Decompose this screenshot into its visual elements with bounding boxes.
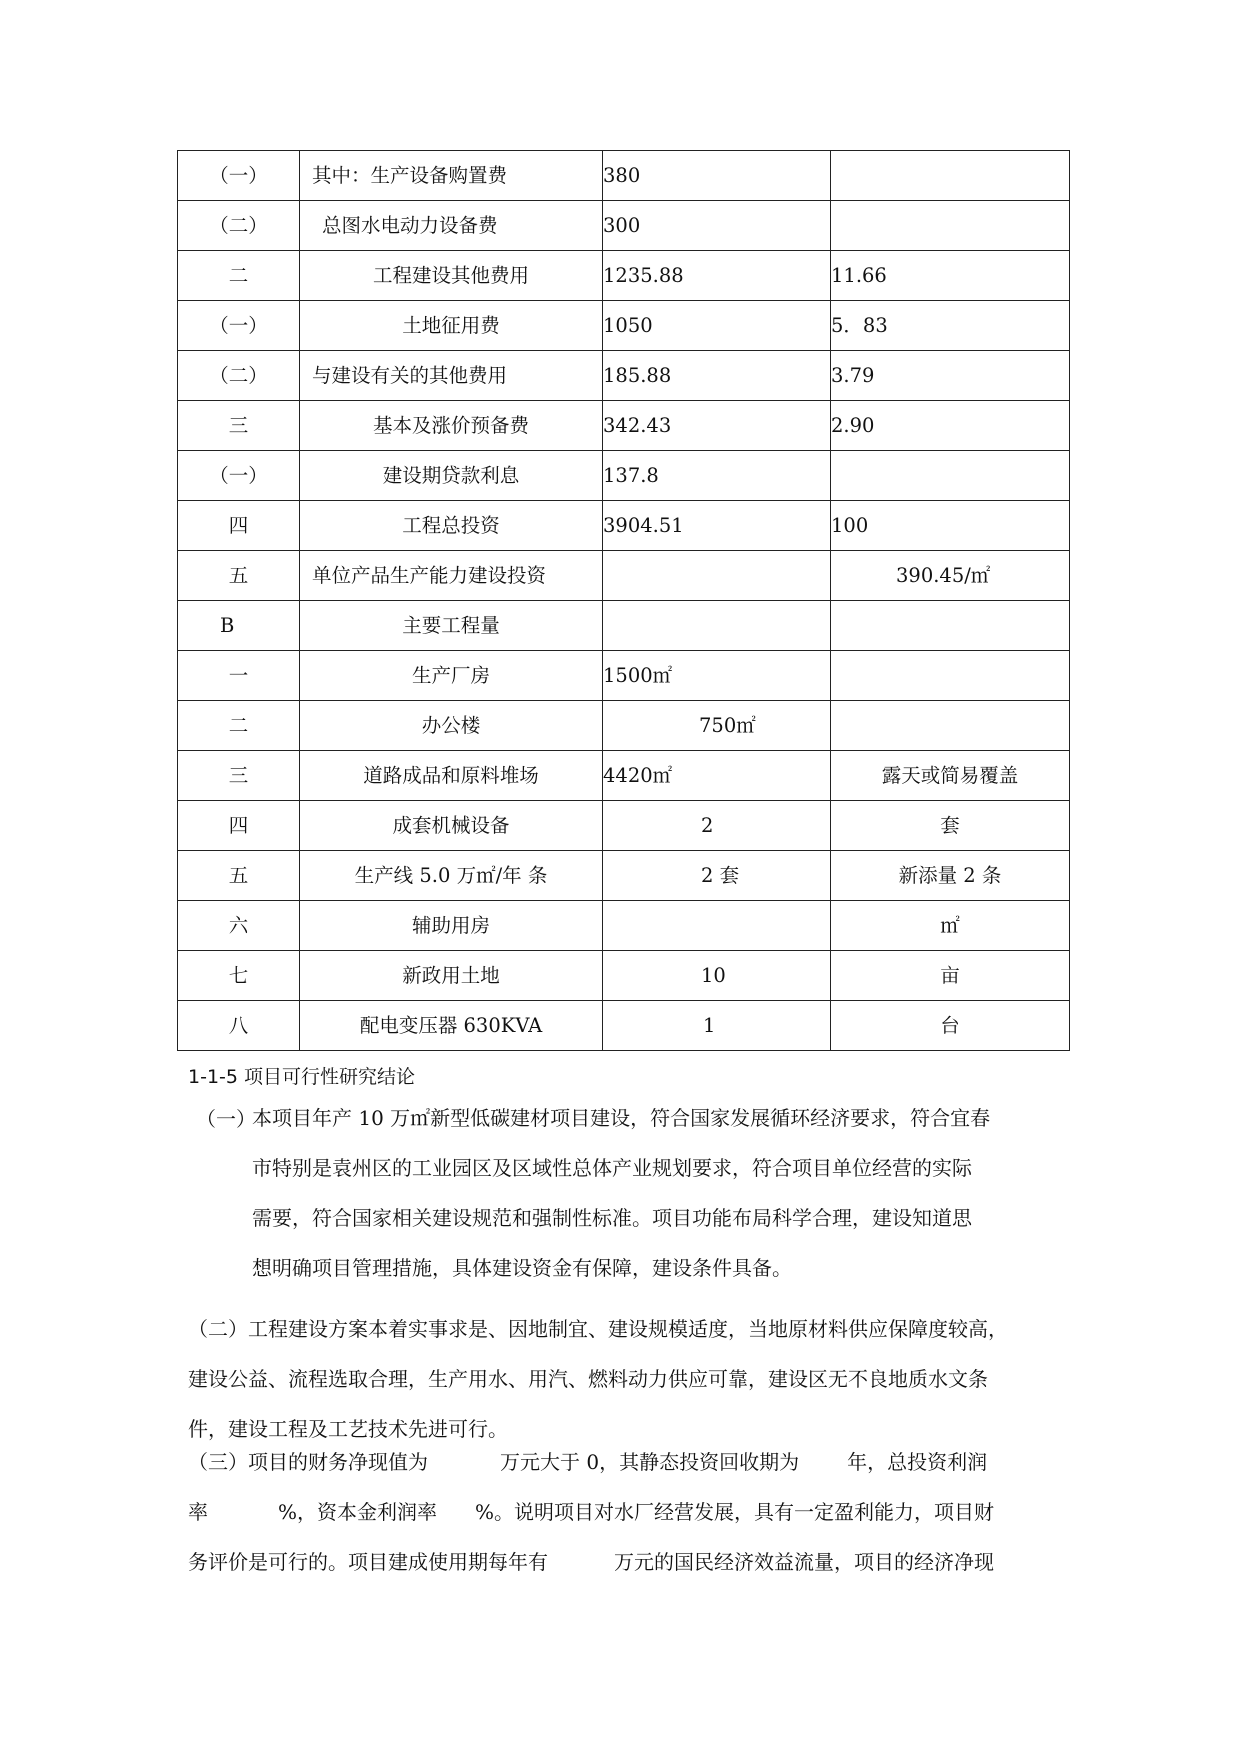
row-item: 建设期贷款利息 — [300, 451, 603, 501]
row-item: 基本及涨价预备费 — [300, 401, 603, 451]
row-seq: 二 — [178, 251, 300, 301]
row-note: 2.90 — [831, 401, 1070, 451]
row-item: 土地征用费 — [300, 301, 603, 351]
row-item: 工程建设其他费用 — [300, 251, 603, 301]
paragraph-line: 建设公益、流程选取合理，生产用水、用汽、燃料动力供应可靠，建设区无不良地质水文条 — [188, 1367, 988, 1391]
row-amount: 185.88 — [603, 351, 831, 401]
table-row — [178, 651, 1070, 701]
row-amount — [603, 551, 831, 601]
row-note: 3.79 — [831, 351, 1070, 401]
row-note — [831, 451, 1070, 501]
row-seq: 四 — [178, 501, 300, 551]
row-seq: 四 — [178, 801, 300, 851]
row-note: 露天或简易覆盖 — [831, 751, 1070, 801]
row-seq: （二） — [178, 201, 300, 251]
text-segment: （三）项目的财务净现值为 — [188, 1450, 428, 1474]
row-seq: （二） — [178, 351, 300, 401]
text-segment: %，资本金利润率 — [278, 1500, 438, 1524]
row-item: 配电变压器 630KVA — [300, 1001, 603, 1051]
row-note — [831, 601, 1070, 651]
row-seq: （一） — [178, 301, 300, 351]
row-amount: 1050 — [603, 301, 831, 351]
row-amount: 300 — [603, 201, 831, 251]
section-heading: 1-1-5 项目可行性研究结论 — [188, 1066, 416, 1088]
row-amount: 750㎡ — [603, 701, 831, 751]
paragraph-line: （二）工程建设方案本着实事求是、因地制宜、建设规模适度，当地原材料供应保障度较高， — [188, 1317, 1008, 1341]
paragraph-line: 件，建设工程及工艺技术先进可行。 — [188, 1417, 508, 1441]
row-seq: B — [178, 601, 300, 651]
row-seq: 五 — [178, 551, 300, 601]
table-row — [178, 801, 1070, 851]
row-seq: 六 — [178, 901, 300, 951]
row-amount: 3904.51 — [603, 501, 831, 551]
row-item: 工程总投资 — [300, 501, 603, 551]
paragraph-1-label: （一） — [196, 1107, 256, 1131]
row-seq: 五 — [178, 851, 300, 901]
row-note: 新添量 2 条 — [831, 851, 1070, 901]
row-item: 新政用土地 — [300, 951, 603, 1001]
paragraph-line: 想明确项目管理措施，具体建设资金有保障，建设条件具备。 — [252, 1256, 792, 1280]
row-item: 生产厂房 — [300, 651, 603, 701]
table-row — [178, 351, 1070, 401]
row-item: 成套机械设备 — [300, 801, 603, 851]
row-item: 主要工程量 — [300, 601, 603, 651]
row-item: 辅助用房 — [300, 901, 603, 951]
row-item: 道路成品和原料堆场 — [300, 751, 603, 801]
table-row — [178, 1001, 1070, 1051]
row-seq: 八 — [178, 1001, 300, 1051]
row-amount: 1500㎡ — [603, 651, 831, 701]
row-seq: （一） — [178, 151, 300, 201]
text-segment: 万元大于 0，其静态投资回收期为 — [500, 1450, 800, 1474]
row-note — [831, 201, 1070, 251]
table-row — [178, 551, 1070, 601]
row-item: 总图水电动力设备费 — [300, 201, 603, 251]
row-item: 其中：生产设备购置费 — [300, 151, 603, 201]
text-segment: 万元的国民经济效益流量，项目的经济净现 — [614, 1550, 994, 1574]
paragraph-line — [188, 1487, 994, 1537]
text-segment: %。说明项目对水厂经营发展，具有一定盈利能力，项目财 — [475, 1500, 995, 1524]
row-amount: 380 — [603, 151, 831, 201]
table-row — [178, 901, 1070, 951]
row-amount: 2 套 — [603, 851, 831, 901]
paragraph-line — [188, 1437, 994, 1487]
table-row — [178, 151, 1070, 201]
paragraph-3 — [188, 1437, 994, 1587]
row-note — [831, 651, 1070, 701]
table-row — [178, 851, 1070, 901]
paragraph-line: 市特别是袁州区的工业园区及区域性总体产业规划要求，符合项目单位经营的实际 — [252, 1156, 972, 1180]
row-note: ㎡ — [831, 901, 1070, 951]
row-note: 亩 — [831, 951, 1070, 1001]
table-row — [178, 951, 1070, 1001]
table-row — [178, 701, 1070, 751]
table-row — [178, 751, 1070, 801]
investment-table — [177, 150, 1070, 1051]
row-amount: 342.43 — [603, 401, 831, 451]
row-amount: 2 — [603, 801, 831, 851]
table-row — [178, 451, 1070, 501]
row-amount: 137.8 — [603, 451, 831, 501]
row-note: 11.66 — [831, 251, 1070, 301]
table-row — [178, 251, 1070, 301]
table-row — [178, 501, 1070, 551]
paragraph-2 — [188, 1304, 1008, 1454]
row-seq: 一 — [178, 651, 300, 701]
row-amount — [603, 901, 831, 951]
row-amount: 10 — [603, 951, 831, 1001]
table-row — [178, 201, 1070, 251]
paragraph-1 — [252, 1093, 990, 1293]
row-item: 生产线 5.0 万㎡/年 条 — [300, 851, 603, 901]
table-row — [178, 401, 1070, 451]
paragraph-line: 本项目年产 10 万㎡新型低碳建材项目建设，符合国家发展循环经济要求，符合宜春 — [252, 1106, 991, 1130]
row-note: 100 — [831, 501, 1070, 551]
row-amount: 4420㎡ — [603, 751, 831, 801]
row-note: 台 — [831, 1001, 1070, 1051]
row-note: 390.45/㎡ — [831, 551, 1070, 601]
row-note — [831, 151, 1070, 201]
table-row — [178, 301, 1070, 351]
table-row — [178, 601, 1070, 651]
row-amount: 1 — [603, 1001, 831, 1051]
text-segment: 务评价是可行的。项目建成使用期每年有 — [188, 1550, 548, 1574]
paragraph-line: 需要，符合国家相关建设规范和强制性标准。项目功能布局科学合理，建设知道思 — [252, 1206, 972, 1230]
row-note — [831, 701, 1070, 751]
row-seq: 二 — [178, 701, 300, 751]
row-amount — [603, 601, 831, 651]
text-segment: 率 — [188, 1500, 208, 1524]
text-segment: 年，总投资利润 — [847, 1450, 988, 1474]
row-note: 套 — [831, 801, 1070, 851]
row-seq: 三 — [178, 751, 300, 801]
row-seq: 三 — [178, 401, 300, 451]
row-seq: 七 — [178, 951, 300, 1001]
row-seq: （一） — [178, 451, 300, 501]
paragraph-line — [188, 1537, 994, 1587]
row-note: 5．83 — [831, 301, 1070, 351]
row-item: 单位产品生产能力建设投资 — [300, 551, 603, 601]
row-item: 与建设有关的其他费用 — [300, 351, 603, 401]
row-item: 办公楼 — [300, 701, 603, 751]
row-amount: 1235.88 — [603, 251, 831, 301]
